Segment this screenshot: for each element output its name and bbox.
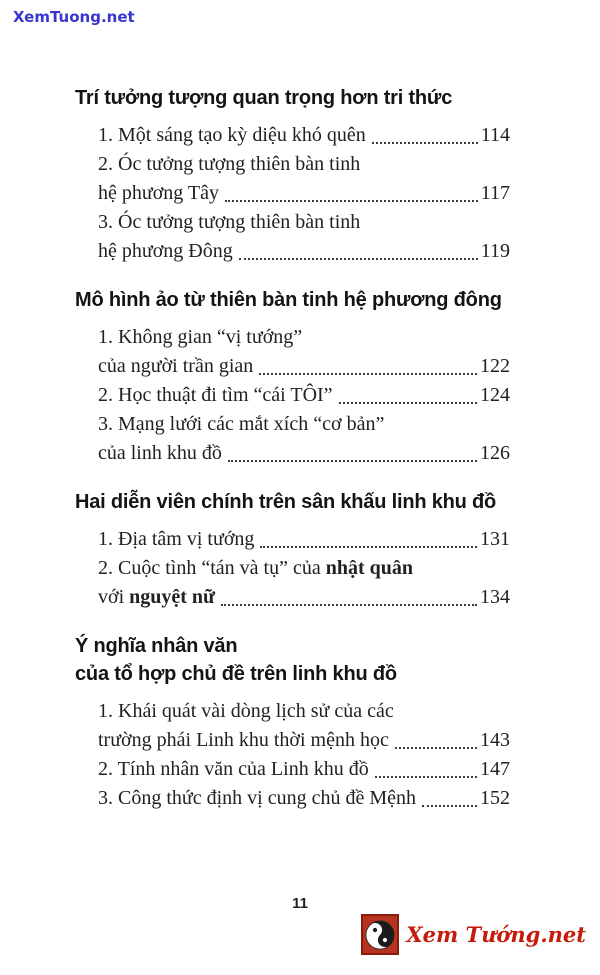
entry-text: 3. Óc tưởng tượng thiên bàn tinh — [98, 211, 361, 233]
entry-text: 2. Óc tưởng tượng thiên bàn tinh — [98, 153, 361, 175]
section-heading-line: của tổ hợp chủ đề trên linh khu đồ — [75, 663, 397, 685]
site-logo[interactable] — [361, 914, 586, 955]
dot-leader — [239, 258, 478, 260]
entry-page-number: 117 — [480, 182, 510, 204]
toc-entry-line — [98, 208, 510, 237]
entry-text: trường phái Linh khu thời mệnh học — [98, 729, 389, 751]
toc-entry — [75, 554, 510, 612]
toc-entry — [75, 410, 510, 468]
dot-leader — [228, 460, 477, 462]
toc-entry-line — [98, 697, 510, 726]
toc-entry — [75, 525, 510, 554]
section-heading-line: Hai diễn viên chính trên sân khấu linh khu đồ — [75, 491, 497, 513]
entry-page-number: 126 — [480, 442, 510, 464]
dot-leader — [259, 373, 477, 375]
dot-leader — [372, 142, 478, 144]
toc-entry-line — [98, 525, 510, 554]
toc-section — [75, 84, 510, 266]
dot-leader — [395, 747, 477, 749]
toc-entry-line — [98, 583, 510, 612]
toc-entry-line — [98, 410, 510, 439]
dot-leader — [225, 200, 478, 202]
dot-leader — [375, 776, 477, 778]
toc-entry-line — [98, 784, 510, 813]
entry-page-number: 134 — [480, 586, 510, 608]
entry-page-number: 122 — [480, 355, 510, 377]
toc-entry — [75, 323, 510, 381]
toc-section — [75, 286, 510, 468]
entry-text: 1. Khái quát vài dòng lịch sử của các — [98, 700, 394, 722]
toc-section — [75, 488, 510, 612]
toc-entry-line — [98, 439, 510, 468]
entry-page-number: 114 — [480, 124, 510, 146]
toc — [0, 64, 600, 813]
section-heading — [75, 632, 510, 688]
toc-entry-line — [98, 150, 510, 179]
toc-entry-line — [98, 381, 510, 410]
toc-entry — [75, 755, 510, 784]
entry-text: 2. Học thuật đi tìm “cái TÔI” — [98, 384, 333, 406]
footer-page-number: 11 — [292, 895, 308, 912]
section-heading-line: Ý nghĩa nhân văn — [75, 635, 238, 657]
entry-text: 3. Mạng lưới các mắt xích “cơ bản” — [98, 413, 385, 435]
dot-leader — [260, 546, 477, 548]
yin-yang-icon — [361, 914, 399, 955]
toc-entry — [75, 381, 510, 410]
section-heading-line: Trí tưởng tượng quan trọng hơn tri thức — [75, 87, 453, 109]
toc-entry-line — [98, 726, 510, 755]
toc-entry-line — [98, 237, 510, 266]
toc-entry-line — [98, 755, 510, 784]
section-heading — [75, 488, 510, 516]
entry-text: 1. Một sáng tạo kỳ diệu khó quên — [98, 124, 366, 146]
entry-page-number: 152 — [480, 787, 510, 809]
section-heading-line: Mô hình ảo từ thiên bàn tinh hệ phương đông — [75, 289, 502, 311]
entry-page-number: 131 — [480, 528, 510, 550]
entry-text: 2. Cuộc tình “tán và tụ” của nhật quân — [98, 557, 413, 579]
entry-text: 1. Không gian “vị tướng” — [98, 326, 303, 348]
entry-page-number: 147 — [480, 758, 510, 780]
logo-text: Xem Tướng.net — [406, 922, 586, 947]
dot-leader — [221, 604, 477, 606]
entry-text: hệ phương Tây — [98, 182, 220, 204]
entry-text: hệ phương Đông — [98, 240, 233, 262]
entry-page-number: 143 — [480, 729, 510, 751]
toc-entry — [75, 208, 510, 266]
toc-entry-line — [98, 352, 510, 381]
toc-entry-line — [98, 554, 510, 583]
watermark-link[interactable]: XemTuong.net — [13, 8, 135, 26]
toc-entry — [75, 697, 510, 755]
entry-text: 2. Tính nhân văn của Linh khu đồ — [98, 758, 369, 780]
toc-entry — [75, 784, 510, 813]
entry-page-number: 124 — [480, 384, 510, 406]
entry-text: của linh khu đồ — [98, 442, 222, 464]
dot-leader — [422, 805, 477, 807]
toc-entry — [75, 121, 510, 150]
section-heading — [75, 286, 510, 314]
entry-text: 3. Công thức định vị cung chủ đề Mệnh — [98, 787, 417, 809]
section-heading — [75, 84, 510, 112]
entry-text: của người trần gian — [98, 355, 254, 377]
entry-text: 1. Địa tâm vị tướng — [98, 528, 255, 550]
toc-entry-line — [98, 323, 510, 352]
entry-text: với nguyệt nữ — [98, 586, 216, 608]
toc-entry — [75, 150, 510, 208]
entry-page-number: 119 — [480, 240, 510, 262]
toc-section — [75, 632, 510, 813]
toc-entry-line — [98, 121, 510, 150]
dot-leader — [339, 402, 477, 404]
toc-entry-line — [98, 179, 510, 208]
